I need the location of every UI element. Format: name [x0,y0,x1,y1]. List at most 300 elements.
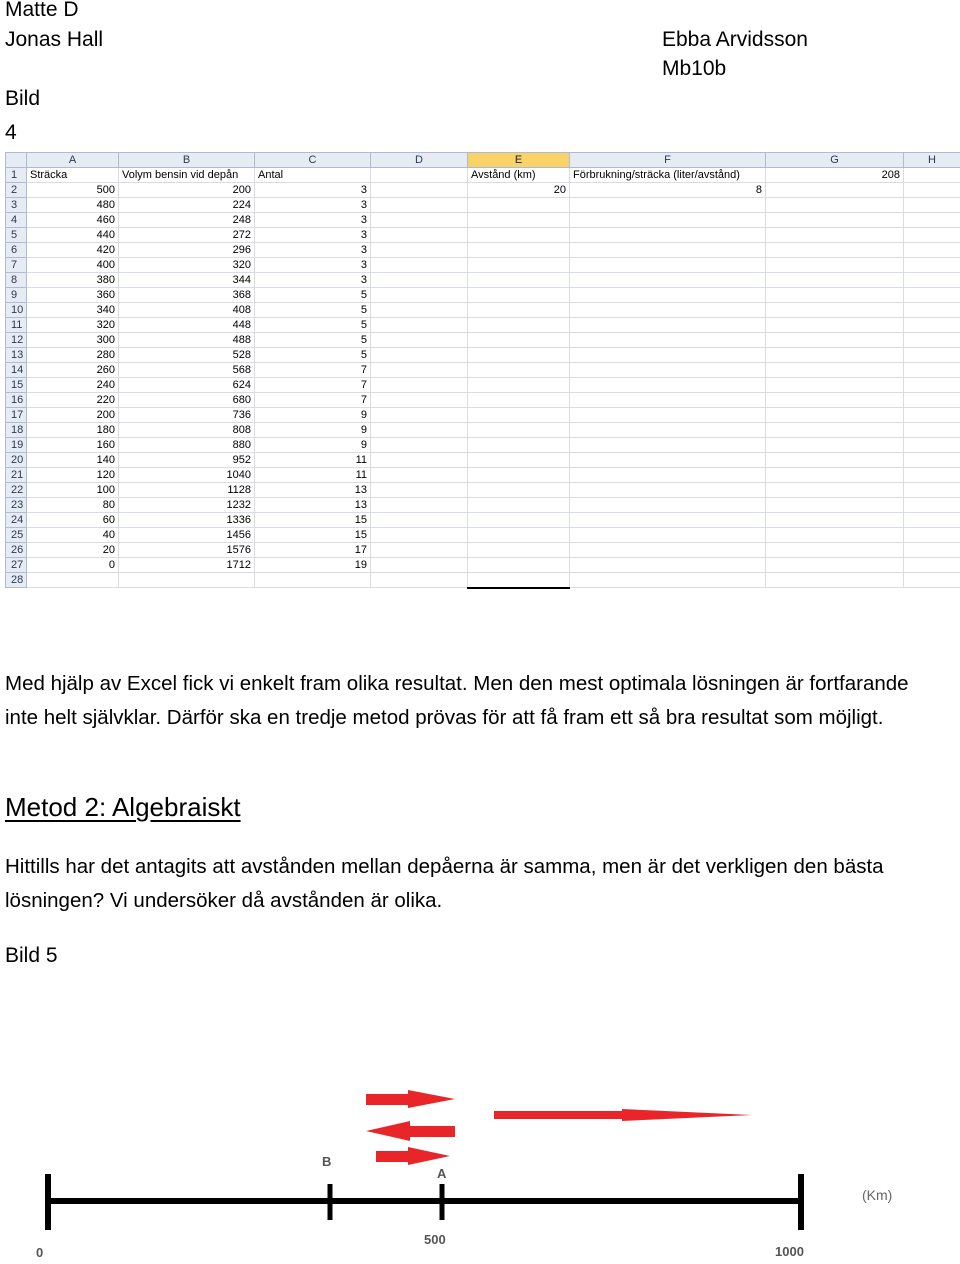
column-header-h[interactable]: H [904,153,960,168]
cell-a21[interactable]: 120 [27,468,119,483]
cell-h26[interactable] [904,543,960,558]
cell-b1[interactable]: Volym bensin vid depån [119,168,255,183]
cell-f5[interactable] [570,228,766,243]
point-a-label: A [437,1166,447,1181]
cell-b27[interactable]: 1712 [119,558,255,573]
cell-a15[interactable]: 240 [27,378,119,393]
cell-h20[interactable] [904,453,960,468]
cell-b4[interactable]: 248 [119,213,255,228]
cell-g25[interactable] [766,528,904,543]
cell-d22[interactable] [371,483,468,498]
cell-d6[interactable] [371,243,468,258]
cell-a4[interactable]: 460 [27,213,119,228]
cell-a26[interactable]: 20 [27,543,119,558]
cell-h14[interactable] [904,363,960,378]
cell-b6[interactable]: 296 [119,243,255,258]
cell-e18[interactable] [468,423,570,438]
cell-h27[interactable] [904,558,960,573]
cell-e3[interactable] [468,198,570,213]
table-row [6,363,960,378]
cell-d24[interactable] [371,513,468,528]
row-number[interactable]: 20 [6,453,27,468]
cell-e27[interactable] [468,558,570,573]
cell-d18[interactable] [371,423,468,438]
row-number[interactable]: 10 [6,303,27,318]
long-right-arrow [494,1109,752,1121]
cell-b13[interactable]: 528 [119,348,255,363]
cell-f9[interactable] [570,288,766,303]
cell-d4[interactable] [371,213,468,228]
cell-h8[interactable] [904,273,960,288]
column-header-g[interactable]: G [766,153,904,168]
cell-h24[interactable] [904,513,960,528]
cell-h1[interactable] [904,168,960,183]
cell-f19[interactable] [570,438,766,453]
cell-d1[interactable] [371,168,468,183]
row-number[interactable]: 5 [6,228,27,243]
cell-d13[interactable] [371,348,468,363]
cell-h28[interactable] [904,573,960,588]
cell-c20[interactable]: 11 [255,453,371,468]
tick-label-end: 1000 [775,1244,804,1259]
row-number[interactable]: 15 [6,378,27,393]
column-header-row [6,153,960,168]
table-row [6,528,960,543]
cell-e7[interactable] [468,258,570,273]
cell-b17[interactable]: 736 [119,408,255,423]
cell-f11[interactable] [570,318,766,333]
row-number[interactable]: 9 [6,288,27,303]
cell-e10[interactable] [468,303,570,318]
row-number[interactable]: 23 [6,498,27,513]
row-number[interactable]: 1 [6,168,27,183]
table-row [6,303,960,318]
cell-f1[interactable]: Förbrukning/sträcka (liter/avstånd) [570,168,766,183]
cell-f15[interactable] [570,378,766,393]
cell-h25[interactable] [904,528,960,543]
row-number[interactable]: 28 [6,573,27,588]
cell-e19[interactable] [468,438,570,453]
cell-e20[interactable] [468,453,570,468]
cell-d16[interactable] [371,393,468,408]
column-header-b[interactable]: B [119,153,255,168]
cell-c19[interactable]: 9 [255,438,371,453]
cell-e9[interactable] [468,288,570,303]
cell-e4[interactable] [468,213,570,228]
cell-c18[interactable]: 9 [255,423,371,438]
cell-c17[interactable]: 9 [255,408,371,423]
cell-e24[interactable] [468,513,570,528]
row-number[interactable]: 22 [6,483,27,498]
table-row [6,228,960,243]
cell-e13[interactable] [468,348,570,363]
cell-d8[interactable] [371,273,468,288]
cell-h11[interactable] [904,318,960,333]
cell-g13[interactable] [766,348,904,363]
table-row [6,453,960,468]
cell-b11[interactable]: 448 [119,318,255,333]
header-class: Mb10b [662,57,727,80]
cell-f13[interactable] [570,348,766,363]
cell-b20[interactable]: 952 [119,453,255,468]
cell-b3[interactable]: 224 [119,198,255,213]
cell-h19[interactable] [904,438,960,453]
cell-a22[interactable]: 100 [27,483,119,498]
cell-e28[interactable] [468,573,570,588]
row-number[interactable]: 8 [6,273,27,288]
cell-g6[interactable] [766,243,904,258]
spreadsheet [5,152,960,589]
cell-a14[interactable]: 260 [27,363,119,378]
cell-a20[interactable]: 140 [27,453,119,468]
table-row [6,243,960,258]
cell-g10[interactable] [766,303,904,318]
cell-c7[interactable]: 3 [255,258,371,273]
header-teacher: Jonas Hall [5,28,104,51]
cell-d7[interactable] [371,258,468,273]
cell-b9[interactable]: 368 [119,288,255,303]
cell-c9[interactable]: 5 [255,288,371,303]
cell-f17[interactable] [570,408,766,423]
cell-g9[interactable] [766,288,904,303]
figure-label: Bild [5,87,41,110]
cell-g23[interactable] [766,498,904,513]
cell-h3[interactable] [904,198,960,213]
cell-b25[interactable]: 1456 [119,528,255,543]
cell-b21[interactable]: 1040 [119,468,255,483]
cell-d12[interactable] [371,333,468,348]
cell-c4[interactable]: 3 [255,213,371,228]
cell-h23[interactable] [904,498,960,513]
cell-b15[interactable]: 624 [119,378,255,393]
cell-f23[interactable] [570,498,766,513]
cell-b8[interactable]: 344 [119,273,255,288]
cell-b23[interactable]: 1232 [119,498,255,513]
table-row [6,513,960,528]
cell-h17[interactable] [904,408,960,423]
table-row [6,273,960,288]
cell-d26[interactable] [371,543,468,558]
cell-d5[interactable] [371,228,468,243]
cell-b10[interactable]: 408 [119,303,255,318]
cell-c1[interactable]: Antal [255,168,371,183]
cell-f14[interactable] [570,363,766,378]
cell-b7[interactable]: 320 [119,258,255,273]
cell-e21[interactable] [468,468,570,483]
cell-h18[interactable] [904,423,960,438]
cell-e8[interactable] [468,273,570,288]
cell-c25[interactable]: 15 [255,528,371,543]
row-number[interactable]: 13 [6,348,27,363]
cell-d3[interactable] [371,198,468,213]
column-header-d[interactable]: D [371,153,468,168]
tick-label-start: 0 [36,1245,44,1260]
row-number[interactable]: 11 [6,318,27,333]
cell-a23[interactable]: 80 [27,498,119,513]
cell-c5[interactable]: 3 [255,228,371,243]
cell-f12[interactable] [570,333,766,348]
cell-f22[interactable] [570,483,766,498]
cell-a25[interactable]: 40 [27,528,119,543]
cell-g4[interactable] [766,213,904,228]
cell-c23[interactable]: 13 [255,498,371,513]
cell-c6[interactable]: 3 [255,243,371,258]
cell-g20[interactable] [766,453,904,468]
cell-g1[interactable]: 208 [766,168,904,183]
cell-g21[interactable] [766,468,904,483]
cell-e2[interactable]: 20 [468,183,570,198]
cell-d14[interactable] [371,363,468,378]
cell-e16[interactable] [468,393,570,408]
table-row [6,183,960,198]
cell-e14[interactable] [468,363,570,378]
cell-h2[interactable] [904,183,960,198]
cell-h4[interactable] [904,213,960,228]
cell-b18[interactable]: 808 [119,423,255,438]
cell-a7[interactable]: 400 [27,258,119,273]
cell-f27[interactable] [570,558,766,573]
cell-d17[interactable] [371,408,468,423]
cell-b26[interactable]: 1576 [119,543,255,558]
cell-e6[interactable] [468,243,570,258]
cell-f24[interactable] [570,513,766,528]
table-row [6,393,960,408]
row-number[interactable]: 6 [6,243,27,258]
row-number[interactable]: 18 [6,423,27,438]
cell-c22[interactable]: 13 [255,483,371,498]
cell-g17[interactable] [766,408,904,423]
cell-a10[interactable]: 340 [27,303,119,318]
cell-h13[interactable] [904,348,960,363]
cell-a17[interactable]: 200 [27,408,119,423]
cell-g12[interactable] [766,333,904,348]
cell-g2[interactable] [766,183,904,198]
table-row [6,288,960,303]
cell-h10[interactable] [904,303,960,318]
cell-a5[interactable]: 440 [27,228,119,243]
cell-d21[interactable] [371,468,468,483]
cell-c13[interactable]: 5 [255,348,371,363]
cell-g22[interactable] [766,483,904,498]
cell-c28[interactable] [255,573,371,588]
cell-d9[interactable] [371,288,468,303]
cell-g27[interactable] [766,558,904,573]
row-number[interactable]: 25 [6,528,27,543]
cell-f28[interactable] [570,573,766,588]
cell-c27[interactable]: 19 [255,558,371,573]
cell-e1[interactable]: Avstånd (km) [468,168,570,183]
cell-e5[interactable] [468,228,570,243]
cell-g18[interactable] [766,423,904,438]
cell-b14[interactable]: 568 [119,363,255,378]
cell-f21[interactable] [570,468,766,483]
cell-b28[interactable] [119,573,255,588]
cell-c10[interactable]: 5 [255,303,371,318]
cell-e26[interactable] [468,543,570,558]
cell-f8[interactable] [570,273,766,288]
row-number[interactable]: 14 [6,363,27,378]
row-number[interactable]: 27 [6,558,27,573]
cell-b19[interactable]: 880 [119,438,255,453]
cell-g11[interactable] [766,318,904,333]
cell-d23[interactable] [371,498,468,513]
row-number[interactable]: 21 [6,468,27,483]
cell-f7[interactable] [570,258,766,273]
cell-c15[interactable]: 7 [255,378,371,393]
cell-h21[interactable] [904,468,960,483]
cell-d10[interactable] [371,303,468,318]
cell-f18[interactable] [570,423,766,438]
table-row [6,558,960,573]
table-row [6,333,960,348]
cell-g16[interactable] [766,393,904,408]
column-header-f[interactable]: F [570,153,766,168]
cell-g7[interactable] [766,258,904,273]
cell-h9[interactable] [904,288,960,303]
cell-d19[interactable] [371,438,468,453]
cell-d2[interactable] [371,183,468,198]
cell-c14[interactable]: 7 [255,363,371,378]
cell-g28[interactable] [766,573,904,588]
row-number[interactable]: 19 [6,438,27,453]
cell-a24[interactable]: 60 [27,513,119,528]
cell-f25[interactable] [570,528,766,543]
cell-b5[interactable]: 272 [119,228,255,243]
cell-a18[interactable]: 180 [27,423,119,438]
cell-d28[interactable] [371,573,468,588]
column-header-a[interactable]: A [27,153,119,168]
table-row [6,423,960,438]
cell-c2[interactable]: 3 [255,183,371,198]
row-number[interactable]: 17 [6,408,27,423]
cell-b24[interactable]: 1336 [119,513,255,528]
row-number[interactable]: 2 [6,183,27,198]
cell-c11[interactable]: 5 [255,318,371,333]
cell-h22[interactable] [904,483,960,498]
cell-e25[interactable] [468,528,570,543]
right-arrow-bottom [376,1147,450,1165]
cell-f16[interactable] [570,393,766,408]
figure-caption: Bild 5 [5,944,58,967]
cell-g14[interactable] [766,363,904,378]
cell-f2[interactable]: 8 [570,183,766,198]
cell-h5[interactable] [904,228,960,243]
unit-label: (Km) [862,1187,893,1203]
cell-f3[interactable] [570,198,766,213]
cell-h6[interactable] [904,243,960,258]
column-header-e[interactable]: E [468,153,570,168]
table-row [6,258,960,273]
cell-b22[interactable]: 1128 [119,483,255,498]
cell-a12[interactable]: 300 [27,333,119,348]
row-number[interactable]: 4 [6,213,27,228]
cell-a8[interactable]: 380 [27,273,119,288]
cell-e12[interactable] [468,333,570,348]
table-row [6,168,960,183]
cell-e11[interactable] [468,318,570,333]
cell-b16[interactable]: 680 [119,393,255,408]
paragraph-algebraic: Hittills har det antagits att avstånden mellan depåerna är samma, men är det verkligen den bästa lösningen? Vi undersöker då avstånden är olika. [5,855,884,912]
table-row [6,318,960,333]
cell-e17[interactable] [468,408,570,423]
select-all-corner[interactable] [6,153,27,168]
cell-b12[interactable]: 488 [119,333,255,348]
cell-c16[interactable]: 7 [255,393,371,408]
row-number[interactable]: 3 [6,198,27,213]
cell-c12[interactable]: 5 [255,333,371,348]
cell-c26[interactable]: 17 [255,543,371,558]
row-number[interactable]: 26 [6,543,27,558]
cell-f26[interactable] [570,543,766,558]
cell-e22[interactable] [468,483,570,498]
cell-a6[interactable]: 420 [27,243,119,258]
cell-a28[interactable] [27,573,119,588]
cell-a2[interactable]: 500 [27,183,119,198]
cell-a9[interactable]: 360 [27,288,119,303]
cell-f4[interactable] [570,213,766,228]
cell-g19[interactable] [766,438,904,453]
cell-a11[interactable]: 320 [27,318,119,333]
cell-g3[interactable] [766,198,904,213]
column-header-c[interactable]: C [255,153,371,168]
row-number[interactable]: 16 [6,393,27,408]
cell-f20[interactable] [570,453,766,468]
cell-h12[interactable] [904,333,960,348]
table-row [6,213,960,228]
cell-e23[interactable] [468,498,570,513]
cell-g26[interactable] [766,543,904,558]
cell-a16[interactable]: 220 [27,393,119,408]
table-row [6,408,960,423]
row-number[interactable]: 7 [6,258,27,273]
cell-g8[interactable] [766,273,904,288]
cell-a1[interactable]: Sträcka [27,168,119,183]
section-heading: Metod 2: Algebraiskt [5,792,241,822]
paragraph-excel-results: Med hjälp av Excel fick vi enkelt fram olika resultat. Men den mest optimala lösningen är fortfarande inte helt självklar. Därför ska en tredje metod prövas för att få fram ett så bra resultat som möjligt. [5,672,909,729]
row-number[interactable]: 12 [6,333,27,348]
cell-h16[interactable] [904,393,960,408]
cell-f6[interactable] [570,243,766,258]
cell-e15[interactable] [468,378,570,393]
cell-c24[interactable]: 15 [255,513,371,528]
cell-a19[interactable]: 160 [27,438,119,453]
cell-d15[interactable] [371,378,468,393]
cell-h7[interactable] [904,258,960,273]
figure-number: 4 [5,121,17,144]
cell-h15[interactable] [904,378,960,393]
cell-d11[interactable] [371,318,468,333]
cell-d20[interactable] [371,453,468,468]
right-arrow-top [366,1090,455,1108]
cell-d25[interactable] [371,528,468,543]
cell-a3[interactable]: 480 [27,198,119,213]
cell-c21[interactable]: 11 [255,468,371,483]
cell-b2[interactable]: 200 [119,183,255,198]
cell-d27[interactable] [371,558,468,573]
cell-g5[interactable] [766,228,904,243]
table-row [6,378,960,393]
cell-g24[interactable] [766,513,904,528]
cell-c3[interactable]: 3 [255,198,371,213]
cell-c8[interactable]: 3 [255,273,371,288]
distance-diagram [0,1070,960,1264]
cell-g15[interactable] [766,378,904,393]
cell-f10[interactable] [570,303,766,318]
row-number[interactable]: 24 [6,513,27,528]
table-row [6,498,960,513]
cell-a27[interactable]: 0 [27,558,119,573]
cell-a13[interactable]: 280 [27,348,119,363]
